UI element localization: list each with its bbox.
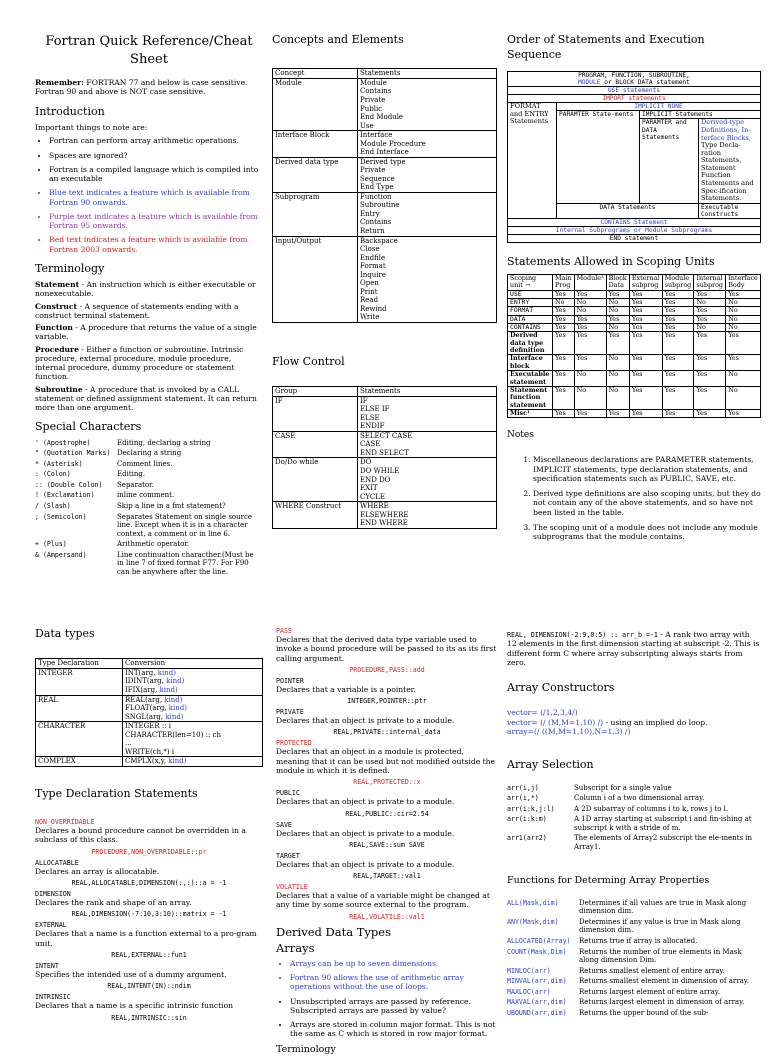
row-label: DATA xyxy=(508,315,553,323)
arrays-list xyxy=(276,959,498,1039)
table-cell: Yes xyxy=(606,332,629,355)
table-row: :: (Double Colon) Separator. xyxy=(35,480,154,489)
scoping-heading: Statements Allowed in Scoping Units xyxy=(507,255,715,269)
table-row: ALL(Mask,dim) Determines if all values are true in Mask along dimension dim. xyxy=(507,898,747,916)
attr-item: VOLATILE Declares that a value of a variable might be changed at any time by some source external to the program. REAL,VOLATILE::val1 xyxy=(276,883,490,921)
row-label: Statement function statement xyxy=(508,386,553,409)
column-1 xyxy=(35,33,263,578)
table-row: MAXVAL(arr,dim) Returns largest element in dimension of array. xyxy=(507,998,745,1007)
table-cell: Yes xyxy=(662,371,694,387)
table-cell: Yes xyxy=(574,355,606,371)
table-cell: No xyxy=(574,386,606,409)
table-cell: No xyxy=(726,307,761,315)
remember-note: Remember: FORTRAN 77 and below is case sensitive. Fortran 90 and above is NOT case sensitive. xyxy=(35,78,248,97)
table-cell: No xyxy=(726,386,761,409)
order-table xyxy=(507,71,761,244)
table-row xyxy=(508,386,761,409)
term-item: Construct - A sequence of statements ending with a construct terminal statement. xyxy=(35,301,239,320)
table-row: Scoping unit → Main Prog Module³ Block Data External subprog Module subprog Internal subprog Interface Body xyxy=(508,274,761,290)
table-row: Group Statements xyxy=(273,387,497,397)
list-item: • Arrays are stored in column major format. This is not the same as C which is stored in row major format. xyxy=(290,1020,498,1039)
array-constructors-heading: Array Constructors xyxy=(507,681,615,694)
intro-lead: Important things to note are: xyxy=(35,123,148,132)
list-item: • Spaces are ignored? xyxy=(49,151,263,160)
table-cell: Yes xyxy=(726,290,761,298)
list-item: • Red text indicates a feature which is available from Fortran 2003 onwards. xyxy=(49,235,263,254)
table-row: Module Module Contains Private Public End Module Use xyxy=(273,78,497,130)
list-item: • Purple text indicates a feature which is available from Fortran 95 onwards. xyxy=(49,212,263,231)
terminology2-heading: Terminology xyxy=(276,1043,336,1055)
data-types-heading: Data types xyxy=(35,627,95,640)
table-row: ALLOCATED(Array) Returns true if array is allocated. xyxy=(507,936,698,945)
table-row: CHARACTER INTEGER :: i CHARACTER(len=10) :: ch ... WRITE(ch,*) i xyxy=(36,722,263,757)
table-row: arr1(arr2) The elements of Array2 subscript the ele-ments in Array1. xyxy=(507,834,753,851)
table-cell: Yes xyxy=(629,323,662,331)
page-title: Fortran Quick Reference/Cheat Sheet xyxy=(45,34,253,67)
table-row: arr(i:k:m) A 1D array starting at subscript i and fin-ishing at subscript k with a stride of m. xyxy=(507,815,752,832)
table-cell: Yes xyxy=(694,386,726,409)
row-label: ENTRY xyxy=(508,298,553,306)
table-cell: Yes xyxy=(662,386,694,409)
scoping-table xyxy=(507,274,761,418)
table-row xyxy=(508,355,761,371)
table-cell: Yes xyxy=(726,355,761,371)
table-row: COUNT(Mask,Dim) Returns the number of true elements in Mask along dimension Dim. xyxy=(507,947,742,965)
attr-item: PUBLIC Declares that an object is private to a module. REAL,PUBLIC::cir=2.54 xyxy=(276,789,455,818)
table-cell: No xyxy=(606,371,629,387)
table-cell: Yes xyxy=(662,298,694,306)
table-row: + (Plus) Arithmetic operator. xyxy=(35,540,190,549)
table-cell: Yes xyxy=(662,307,694,315)
table-cell: Yes xyxy=(553,323,575,331)
table-cell: Yes xyxy=(574,332,606,355)
table-row: MAXLOC(arr) Returns largest element of entire array. xyxy=(507,987,721,996)
constructors-list xyxy=(507,708,761,736)
table-cell: Yes xyxy=(629,315,662,323)
table-cell: Yes xyxy=(553,290,575,298)
table-cell: Yes xyxy=(574,323,606,331)
table-row: ANY(Mask,dim) Determines if any value is true in Mask along dimension dim. xyxy=(507,917,741,935)
list-item: vector= (/1,2,3,4/) xyxy=(507,708,578,718)
table-row: DATA Statements Executable Constructs xyxy=(508,203,761,218)
row-label: USE xyxy=(508,290,553,298)
table-row xyxy=(508,371,761,387)
list-item: 2. Derived type definitions are also scoping units, but they do not contain any of the above statements, and so have not been listed in the table. xyxy=(533,489,761,517)
decl-item: INTRINSIC Declares that a name is a specific intrinsic function REAL,INTRINSIC::sin xyxy=(35,993,234,1022)
table-row: END statement xyxy=(508,235,761,243)
table-row: IMPORT statements xyxy=(508,95,761,103)
table-cell: Yes xyxy=(629,409,662,417)
row-label: FORMAT xyxy=(508,307,553,315)
decl-item: DIMENSION Declares the rank and shape of an array. REAL,DIMENSION(-7:10,3:10)::matrix = -1 xyxy=(35,890,227,919)
page2-column-2 xyxy=(276,627,498,1060)
notes-list xyxy=(507,455,761,541)
table-cell: Yes xyxy=(606,290,629,298)
table-cell: Yes xyxy=(662,290,694,298)
table-row: " (Quotation Marks) Declaring a string xyxy=(35,449,182,458)
list-item: vector= (/ (M,M=1,10) /) - using an implied do loop. xyxy=(507,717,708,727)
table-cell: Yes xyxy=(662,409,694,417)
table-row: Concept Statements xyxy=(273,69,497,79)
table-cell: Yes xyxy=(553,307,575,315)
table-row: : (Colon) Editing. xyxy=(35,470,146,479)
array-selection-table xyxy=(507,784,761,854)
table-row: Type Declaration Conversion xyxy=(36,659,263,669)
table-cell: No xyxy=(694,298,726,306)
row-label: CONTAINS xyxy=(508,323,553,331)
decl-item: NON_OVERRIDABLE Declares a bound procedure cannot be overridden in a subclass of this class. PROCEDURE,NON_OVERRIDABLE::pr xyxy=(35,818,246,856)
notes-heading: Notes xyxy=(507,430,534,441)
decl-item: EXTERNAL Declares that a name is a function external to a pro-gram unit. REAL,EXTERNAL::fun1 xyxy=(35,921,257,959)
table-row: FORMAT and ENTRY Statements IMPLICIT NONE xyxy=(508,103,761,111)
table-cell: No xyxy=(606,386,629,409)
list-item: • Blue text indicates a feature which is available from Fortran 90 onwards. xyxy=(49,188,263,207)
concepts-heading: Concepts and Elements xyxy=(272,33,404,46)
table-cell: Yes xyxy=(553,315,575,323)
table-cell: Yes xyxy=(694,332,726,355)
table-cell: No xyxy=(726,323,761,331)
list-item: 1. Miscellaneous declarations are PARAMETER statements, IMPLICIT statements, type declaration statements, and specification statements such as PUBLIC, SAVE, etc. xyxy=(533,455,761,483)
table-row: INTEGER INT(arg, kind) IDINT(arg, kind) IFIX(arg, kind) xyxy=(36,668,263,695)
table-row: PROGRAM, FUNCTION, SUBROUTINE, MODULE or BLOCK DATA statement xyxy=(508,71,761,86)
special-chars-heading: Special Characters xyxy=(35,420,142,434)
table-row: arr(i,j) Subscript for a single value xyxy=(507,783,672,792)
special-chars-table xyxy=(35,439,263,578)
table-row: arr(i,*) Column i of a two dimensional array. xyxy=(507,794,705,803)
table-row: CASE SELECT CASE CASE END SELECT xyxy=(273,431,497,458)
table-row: / (Slash) Skip a line in a fmt statement? xyxy=(35,502,226,510)
decl-item: ALLOCATABLE Declares an array is allocatable. REAL,ALLOCATABLE,DIMENSION(:,:)::a = -1 xyxy=(35,858,227,888)
table-row: COMPLEX CMPLX(x,y, kind) xyxy=(36,757,263,767)
flow-control-table xyxy=(272,386,497,529)
concepts-table xyxy=(272,68,497,322)
table-cell: No xyxy=(726,371,761,387)
table-row: IF IF ELSE IF ELSE ENDIF xyxy=(273,396,497,431)
table-row: & (Ampersand) Line continuation characther.(Must be in line 7 of fixed format F77. For F90 can be anywhere after the line. xyxy=(35,550,254,576)
attr-item: PRIVATE Declares that an object is private to a module. REAL,PRIVATE::internal_data xyxy=(276,708,455,737)
attr-list xyxy=(276,627,498,921)
table-cell: Yes xyxy=(629,307,662,315)
table-cell: Yes xyxy=(606,409,629,417)
table-row: CONTAINS Statement xyxy=(508,219,761,227)
list-item: • Unsubscripted arrays are passed by reference. Subscripted arrays are passed by value? xyxy=(290,997,498,1016)
table-cell: Yes xyxy=(694,371,726,387)
page2-column-3 xyxy=(507,630,761,1019)
table-row: Do/Do while DO DO WHILE END DO EXIT CYCLE xyxy=(273,458,497,502)
table-cell: Yes xyxy=(574,315,606,323)
table-cell: No xyxy=(606,355,629,371)
ddt-heading: Derived Data Types xyxy=(276,924,391,939)
row-label: Derived data type definition xyxy=(508,332,553,355)
table-cell: Yes xyxy=(726,409,761,417)
term-item: Procedure - Either a function or subroutine. Intrinsic procedure, external procedure, module procedure, internal procedure, dummy procedure or statement function. xyxy=(35,344,244,382)
table-cell: Yes xyxy=(629,355,662,371)
order-heading: Order of Statements and Execution Sequence xyxy=(507,33,705,61)
table-cell: No xyxy=(726,298,761,306)
table-row: PARAMTER and DATA Statements Derived-type Definitions, In-terface Blocks, Type Decla-ration Statements, Statement Function Statements and Spec-ification Statements. xyxy=(508,119,761,203)
column-2 xyxy=(272,33,497,529)
table-cell: Yes xyxy=(662,315,694,323)
table-cell: Yes xyxy=(629,290,662,298)
table-row: * (Asterisk) Comment lines. xyxy=(35,459,173,468)
list-item: • Fortran 90 allows the use of arithmetic array operations without the use of loops. xyxy=(290,973,498,992)
row-label: Interface block xyxy=(508,355,553,371)
intro-list xyxy=(35,136,263,254)
table-row: WHERE Construct WHERE ELSEWHERE END WHERE xyxy=(273,502,497,529)
table-cell: Yes xyxy=(629,298,662,306)
table-row xyxy=(508,332,761,355)
table-row: ; (Semicolon) Separates Statement on single source line. Except when it is in a character context, a comment or in line 6. xyxy=(35,512,253,538)
term-item: Statement - An instruction which is either executable or nonexecutable. xyxy=(35,280,256,299)
table-row: MINLOC(arr) Returns smallest element of entire array. xyxy=(507,966,725,975)
table-row: ! (Exclamation) inline comment. xyxy=(35,491,175,500)
array-selection-heading: Array Selection xyxy=(507,758,594,772)
table-row xyxy=(508,409,761,417)
list-item: • Arrays can be up to seven dimensions. xyxy=(290,959,498,968)
flow-control-heading: Flow Control xyxy=(272,354,345,368)
table-cell: Yes xyxy=(694,355,726,371)
table-cell: No xyxy=(574,298,606,306)
list-item: • Fortran can perform array arithmetic operations. xyxy=(49,136,263,145)
table-cell: Yes xyxy=(662,323,694,331)
table-cell: Yes xyxy=(662,332,694,355)
table-row: PARAMTER State-ments IMPLICIT Statements xyxy=(508,111,761,119)
data-types-table xyxy=(35,658,263,766)
table-cell: Yes xyxy=(606,315,629,323)
dimension-example: REAL, DIMENSION(-2:9,0:5) :: arr_b =-1 - A rank two array with 12 elements in the first dimension starting at subscript -2. This is different form C where array subscripting always starts from zero. xyxy=(507,630,760,667)
table-cell: Yes xyxy=(553,332,575,355)
table-cell: No xyxy=(726,315,761,323)
table-cell: Yes xyxy=(553,386,575,409)
table-cell: Yes xyxy=(629,386,662,409)
array-props-heading: Functions for Determing Array Properties xyxy=(507,875,710,887)
table-cell: Yes xyxy=(694,315,726,323)
table-row: UBOUND(arr,dim) Returns the upper bound of the sub- xyxy=(507,1008,709,1017)
term-item: Subroutine - A procedure that is invoked by a CALL statement or defined assignment statement. It can return more than one argument. xyxy=(35,384,257,413)
attr-item: TARGET Declares that an object is private to a module. REAL,TARGET::val1 xyxy=(276,851,455,881)
table-cell: Yes xyxy=(553,371,575,387)
terminology-heading: Terminology xyxy=(35,261,105,275)
table-row: Input/Output Backspace Close Endfile Format Inquire Open Print Read Rewind Write xyxy=(273,236,497,322)
terminology-list xyxy=(35,280,263,412)
table-row: MINVAL(arr,dim) Returns smallest element in dimension of array. xyxy=(507,977,749,986)
table-row: Interface Block Interface Module Procedure End Interface xyxy=(273,131,497,158)
table-cell: Yes xyxy=(662,355,694,371)
row-label: Executable statement xyxy=(508,371,553,387)
table-row: Subprogram Function Subroutine Entry Contains Return xyxy=(273,192,497,236)
decl-item: INTENT Specifies the intended use of a dummy argument. REAL,INTENT(IN)::ndim xyxy=(35,961,227,991)
table-cell: Yes xyxy=(629,332,662,355)
type-decl-heading: Type Declaration Statements xyxy=(35,786,198,800)
table-cell: No xyxy=(606,307,629,315)
table-row xyxy=(508,307,761,315)
column-3 xyxy=(507,33,761,547)
table-cell: Yes xyxy=(553,355,575,371)
table-cell: Yes xyxy=(694,307,726,315)
arrays-heading: Arrays xyxy=(276,940,315,955)
table-cell: Yes xyxy=(694,409,726,417)
table-cell: Yes xyxy=(553,409,575,417)
table-cell: Yes xyxy=(694,290,726,298)
term-item: Function - A procedure that returns the value of a single variable. xyxy=(35,323,257,342)
table-row: arr(i:k,j:l) A 2D subarray of columns i to k, rows j to l. xyxy=(507,804,729,813)
table-row: USE statements xyxy=(508,86,761,94)
attr-item: PROTECTED Declares that an object in a module is protected, meaning that it can be used but not modified outside the module in which it is defined. REAL,PROTECTED::x xyxy=(276,739,496,787)
row-label: Misc¹ xyxy=(508,409,553,417)
table-cell: No xyxy=(606,298,629,306)
type-decl-list xyxy=(35,818,263,1021)
table-cell: No xyxy=(694,323,726,331)
list-item: • Fortran is a compiled language which is compiled into an executable xyxy=(49,165,263,184)
table-cell: Yes xyxy=(726,332,761,355)
table-cell: Yes xyxy=(574,290,606,298)
page2-column-1 xyxy=(35,627,263,1025)
table-row: ' (Apostrophe) Editing, declaring a string xyxy=(35,438,211,447)
table-cell: Yes xyxy=(574,409,606,417)
table-row: REAL REAL(arg, kind) FLOAT(arg, kind) SNGL(arg, kind) xyxy=(36,695,263,722)
list-item: 3. The scoping unit of a module does not include any module subprograms that the module contains. xyxy=(533,523,761,542)
attr-item: PASS Declares that the derived data type variable used to invoke a bound procedure will be passed to its as its first calling argument. PROCEDURE,PASS::add xyxy=(276,627,497,674)
table-cell: No xyxy=(574,371,606,387)
attr-item: POINTER Declares that a variable is a pointer. INTEGER,POINTER::ptr xyxy=(276,676,427,706)
table-cell: No xyxy=(574,307,606,315)
table-row: Derived data type Derived type Private Sequence End Type xyxy=(273,157,497,192)
table-cell: No xyxy=(606,323,629,331)
table-row: Internal Subprograms or Module Subprograms xyxy=(508,227,761,235)
list-item: array=(/ ((M,M=1,10),N=1,3) /) xyxy=(507,726,631,736)
array-props-table xyxy=(507,899,761,1019)
intro-heading: Introduction xyxy=(35,104,105,118)
attr-item: SAVE Declares that an object is private to a module. REAL,SAVE::sum SAVE xyxy=(276,820,455,849)
table-cell: No xyxy=(553,298,575,306)
table-cell: Yes xyxy=(629,371,662,387)
